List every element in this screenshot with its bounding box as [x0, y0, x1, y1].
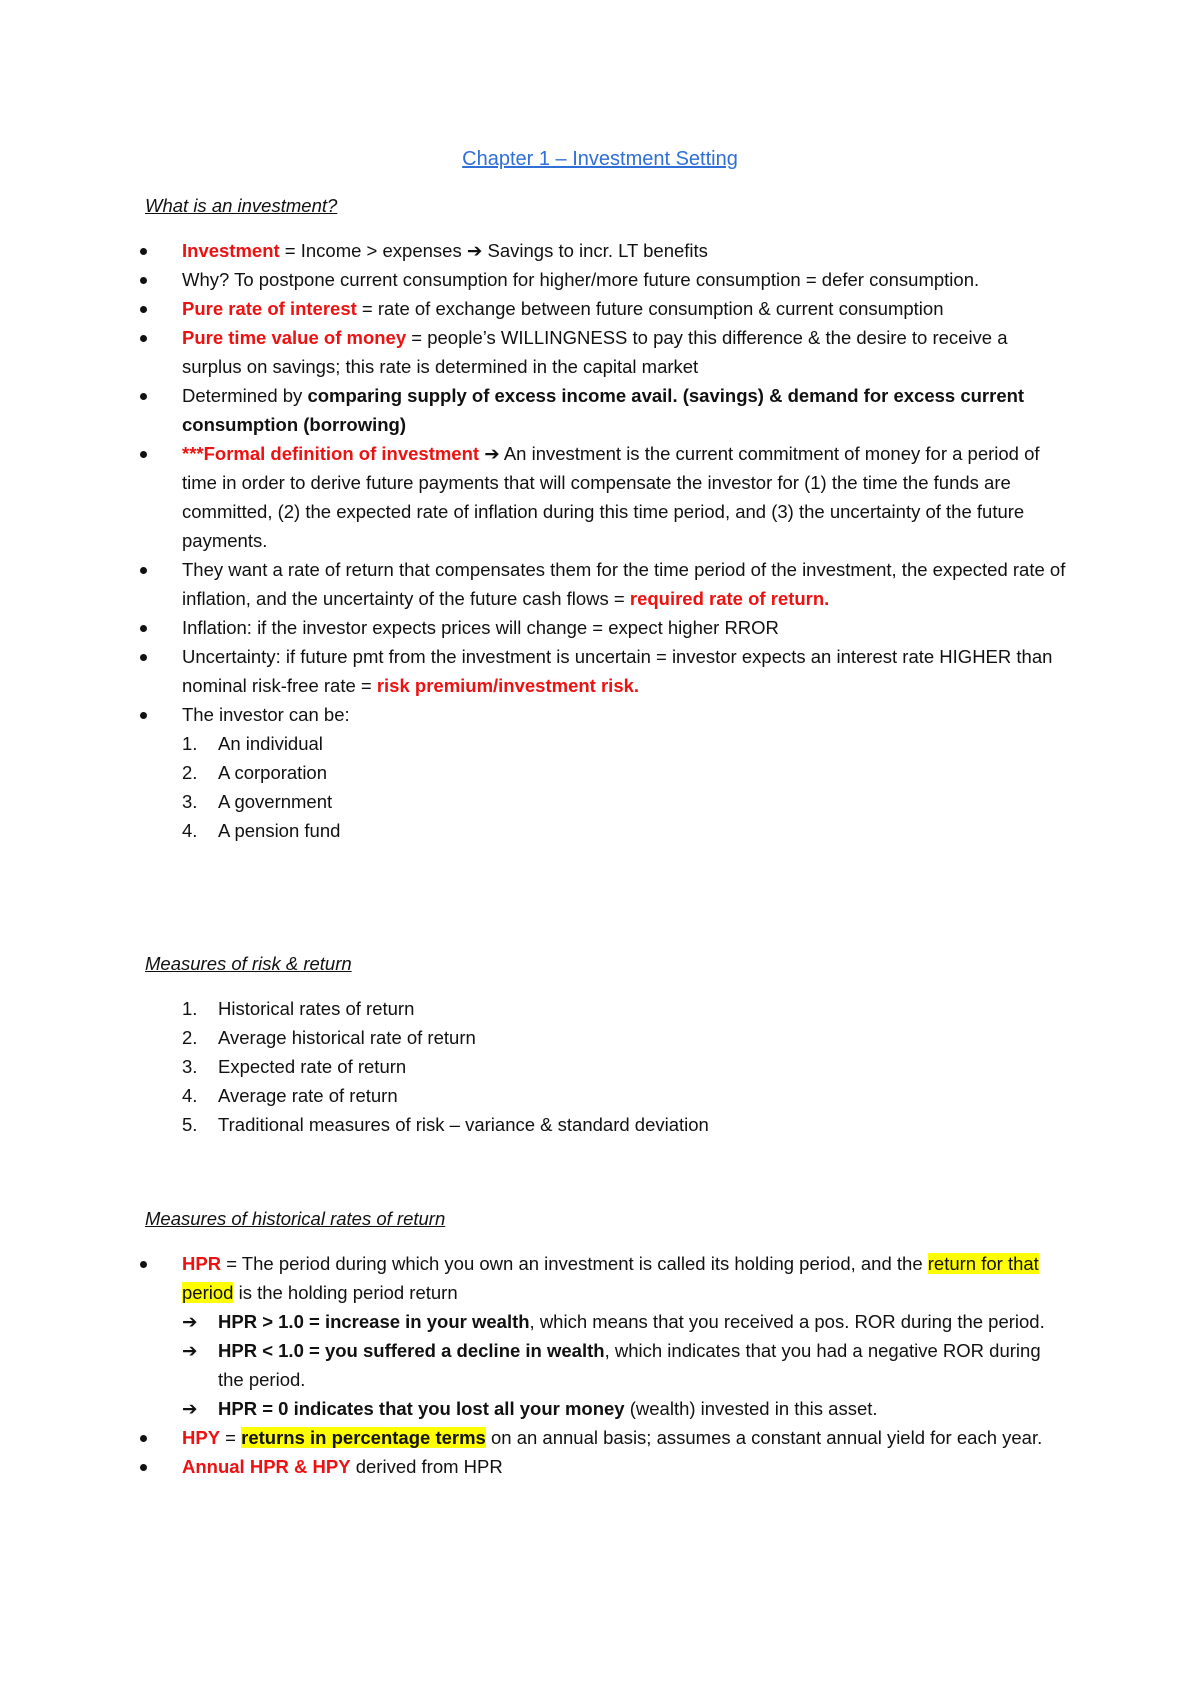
term-formal-definition: ***Formal definition of investment: [182, 443, 480, 464]
text: A corporation: [218, 762, 328, 783]
text: =: [220, 1427, 242, 1448]
bold-text: comparing supply of excess income avail. (savings) & demand for excess current consumption (borrowing): [182, 385, 1025, 435]
numbered-item: [0, 758, 1200, 787]
list-item: [0, 642, 1200, 700]
section-heading-historical: Measures of historical rates of return: [145, 1208, 446, 1229]
historical-list: [0, 1249, 1200, 1481]
text: = The period during which you own an investment is called its holding period, and the: [221, 1253, 928, 1274]
bold-text: HPR < 1.0 = you suffered a decline in wealth: [218, 1340, 605, 1361]
numbered-item: [0, 1110, 1200, 1139]
highlighted-text: return for that period: [182, 1253, 1039, 1303]
list-item: [0, 700, 1200, 729]
text: on an annual basis; assumes a constant annual yield for each year.: [485, 1427, 1043, 1448]
list-item: [0, 294, 1200, 323]
list-item: [0, 381, 1200, 439]
bullet-icon: [140, 248, 147, 255]
bold-text: HPR = 0 indicates that you lost all your money: [218, 1398, 625, 1419]
bullet-icon: [140, 625, 147, 632]
arrow-item: [0, 1394, 1200, 1423]
numbered-item: [0, 1023, 1200, 1052]
list-item: [0, 1249, 1200, 1307]
numbered-item: [0, 1081, 1200, 1110]
arrow-item: [0, 1336, 1200, 1394]
item-number: 4.: [182, 820, 198, 841]
text: Why? To postpone current consumption for higher/more future consumption = defer consumption.: [182, 269, 980, 290]
term-time-value: Pure time value of money: [182, 327, 407, 348]
term-required-rate: required rate of return.: [629, 588, 830, 609]
list-item: [0, 439, 1200, 555]
list-item: [0, 555, 1200, 613]
bullet-icon: [140, 1464, 147, 1471]
text: is the holding period return: [233, 1282, 458, 1303]
text: (wealth) invested in this asset.: [624, 1398, 878, 1419]
text: derived from HPR: [350, 1456, 503, 1477]
text: , which means that you received a pos. ROR during the period.: [529, 1311, 1045, 1332]
bullet-icon: [140, 451, 147, 458]
list-item: [0, 613, 1200, 642]
section-heading-risk-return: Measures of risk & return: [145, 953, 352, 974]
bullet-icon: [140, 1435, 147, 1442]
text: Historical rates of return: [218, 998, 415, 1019]
text: = people’s WILLINGNESS to pay this difference & the desire to receive a surplus on savings; this rate is determined in the capital market: [182, 327, 1008, 377]
item-number: 5.: [182, 1114, 198, 1135]
text: = Income > expenses: [279, 240, 467, 261]
text: Average rate of return: [218, 1085, 398, 1106]
text: An individual: [218, 733, 323, 754]
item-number: 1.: [182, 998, 198, 1019]
investment-bullet-list: [0, 236, 1200, 845]
arrow-item: [0, 1307, 1200, 1336]
numbered-item: [0, 816, 1200, 845]
list-item: [0, 1423, 1200, 1452]
arrow-icon: ➔: [182, 1311, 198, 1332]
numbered-item: [0, 729, 1200, 758]
bullet-icon: [140, 1261, 147, 1268]
text: A pension fund: [218, 820, 341, 841]
numbered-item: [0, 787, 1200, 816]
bold-text: HPR > 1.0 = increase in your wealth: [218, 1311, 530, 1332]
section-heading-investment: What is an investment?: [145, 195, 338, 216]
numbered-item: [0, 994, 1200, 1023]
arrow-icon: ➔: [466, 240, 483, 261]
term-hpr: HPR: [182, 1253, 222, 1274]
item-number: 4.: [182, 1085, 198, 1106]
arrow-icon: ➔: [182, 1398, 198, 1419]
bullet-icon: [140, 654, 147, 661]
numbered-item: [0, 1052, 1200, 1081]
page-title: Chapter 1 – Investment Setting: [462, 148, 738, 170]
bullet-icon: [140, 335, 147, 342]
term-pure-rate: Pure rate of interest: [182, 298, 357, 319]
bullet-icon: [140, 393, 147, 400]
term-risk-premium: risk premium/investment risk.: [376, 675, 640, 696]
text: Savings to incr. LT benefits: [482, 240, 708, 261]
text: The investor can be:: [182, 704, 350, 725]
term-hpy: HPY: [182, 1427, 221, 1448]
text: Determined by: [182, 385, 308, 406]
bullet-icon: [140, 277, 147, 284]
text: Expected rate of return: [218, 1056, 407, 1077]
text: A government: [218, 791, 333, 812]
text: = rate of exchange between future consumption & current consumption: [356, 298, 944, 319]
bullet-icon: [140, 567, 147, 574]
text: They want a rate of return that compensates them for the time period of the investment, the expected rate of inflation, and the uncertainty of the future cash flows =: [182, 559, 1066, 609]
list-item: [0, 236, 1200, 265]
item-number: 2.: [182, 762, 198, 783]
item-number: 1.: [182, 733, 198, 754]
bullet-icon: [140, 712, 147, 719]
item-number: 3.: [182, 791, 198, 812]
arrow-icon: ➔: [182, 1340, 198, 1361]
highlighted-text: returns in percentage terms: [241, 1427, 486, 1448]
list-item: [0, 1452, 1200, 1481]
text: Traditional measures of risk – variance & standard deviation: [218, 1114, 709, 1135]
text: Average historical rate of return: [218, 1027, 476, 1048]
list-item: [0, 265, 1200, 294]
arrow-icon: ➔: [479, 443, 500, 464]
item-number: 3.: [182, 1056, 198, 1077]
text: Inflation: if the investor expects prices will change = expect higher RROR: [182, 617, 779, 638]
item-number: 2.: [182, 1027, 198, 1048]
term-investment: Investment: [182, 240, 280, 261]
bullet-icon: [140, 306, 147, 313]
term-annual-hpr-hpy: Annual HPR & HPY: [182, 1456, 351, 1477]
text: An investment is the current commitment of money for a period of time in order to derive future payments that will compensate the investor for (1) the time the funds are committed, (2) the expected rate of inflation during this time period, and (3) the uncertainty of the future payments.: [182, 443, 1040, 551]
risk-return-list: [0, 994, 1200, 1139]
text: Uncertainty: if future pmt from the investment is uncertain = investor expects an interest rate HIGHER than nominal risk-free rate =: [182, 646, 1053, 696]
text: , which indicates that you had a negative ROR during the period.: [218, 1340, 1041, 1390]
list-item: [0, 323, 1200, 381]
